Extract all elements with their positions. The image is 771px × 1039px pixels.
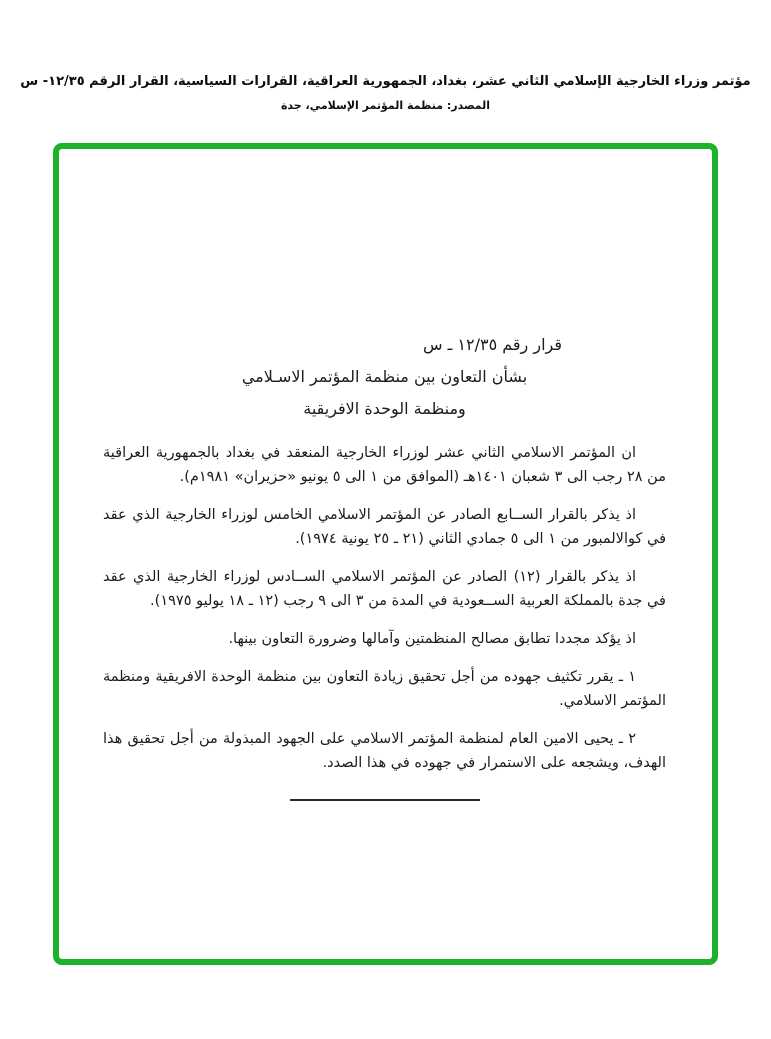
operative-item-1: ١ ـ يقرر تكثيف جهوده من أجل تحقيق زيادة التعاون بين منظمة الوحدة الافريقية ومنظمة المؤتمر الاسلامي.: [103, 669, 666, 709]
end-rule: [290, 799, 480, 801]
resolution-number-line: قرار رقم ١٢/٣٥ ـ س: [423, 335, 562, 354]
document-content: [59, 149, 712, 801]
resolution-subject-line-2: ومنظمة الوحدة الافريقية: [303, 399, 466, 418]
recall-resolution-7-paragraph: اذ يذكر بالقرار الســابع الصادر عن المؤتمر الاسلامي الخامس لوزراء الخارجية الذي عقد في كوالالمبور من ١ الى ٥ جمادي الثاني (٢١ ـ ٢٥ يونية ١٩٧٤).: [103, 507, 666, 547]
citation-line: مؤتمر وزراء الخارجية الإسلامي الثاني عشر، بغداد، الجمهورية العراقية، القرارات السياسية، القرار الرقم ١٢/٣٥- س: [20, 74, 751, 89]
operative-item-2: ٢ ـ يحيى الامين العام لمنظمة المؤتمر الاسلامي على الجهود المبذولة من أجل تحقيق هذا الهدف، ويشجعه على الاستمرار في جهوده في هذا الصدد.: [103, 731, 666, 771]
resolution-title: [103, 329, 666, 425]
preamble-paragraph: ان المؤتمر الاسلامي الثاني عشر لوزراء الخارجية المنعقد في بغداد بالجمهورية العراقية من ٢٨ رجب الى ٣ شعبان ١٤٠١هـ (الموافق من ١ الى ٥ يونيو «حزيران» ١٩٨١م).: [103, 445, 666, 485]
affirmation-paragraph: اذ يؤكد مجددا تطابق مصالح المنظمتين وآمالها وضرورة التعاون بينها.: [228, 631, 636, 647]
resolution-subject-line-1: بشأن التعاون بين منظمة المؤتمر الاسـلامي: [241, 367, 528, 386]
document-frame: [53, 143, 718, 965]
recall-resolution-12-paragraph: اذ يذكر بالقرار (١٢) الصادر عن المؤتمر الاسلامي الســادس لوزراء الخارجية الذي عقد في جدة بالمملكة العربية الســعودية في المدة من ٣ الى ٩ رجب (١٢ ـ ١٨ يوليو ١٩٧٥).: [103, 569, 666, 609]
source-line: المصدر: منظمة المؤتمر الإسلامي، جدة: [280, 99, 491, 112]
citation-header: [0, 72, 771, 115]
